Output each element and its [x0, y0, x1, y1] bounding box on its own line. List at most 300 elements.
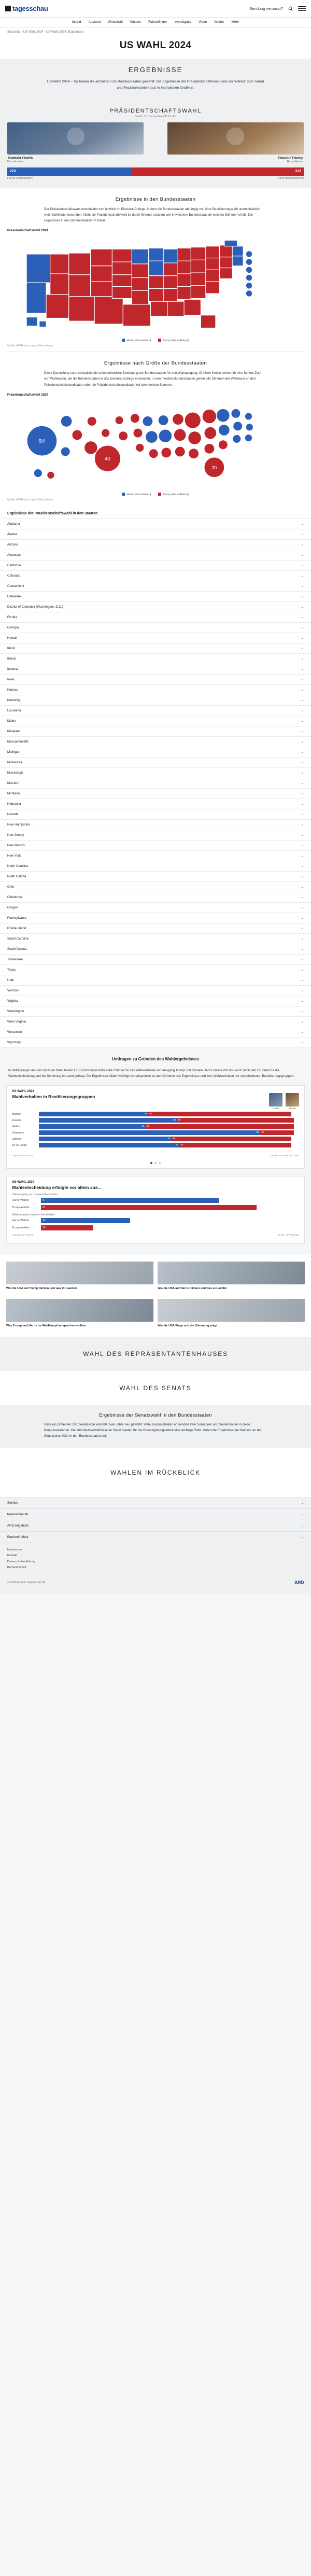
state-label: Wyoming — [7, 1040, 21, 1044]
nav-item-investigativ[interactable]: Investigativ — [174, 20, 191, 24]
state-row-texas[interactable] — [0, 965, 311, 975]
row-label: Trump-Wähler — [12, 1206, 30, 1210]
footer-accordion-label: ARD Angebote — [7, 1524, 29, 1528]
poll-card-2-section-2: Ablehnung des anderen Kandidaten — [12, 1213, 55, 1217]
presidential-hero — [0, 101, 311, 188]
state-label: Wisconsin — [7, 1030, 22, 1034]
state-label: South Dakota — [7, 947, 27, 951]
poll-source-note: Quelle: AP VoteCast — [277, 1234, 299, 1237]
electoral-bar — [7, 167, 304, 176]
senate-states-body: Etwa ein Drittel der 100 Senatssitze wird alle zwei Jahre neu gewählt. Viele Bundesstaaten entsenden zwei Senatoren und Senatorinnen in diese Kongresskammer. Die Mehrheitsverhältnisse im Senat spielen für die Gesetzgebungsarbeit eine wichtige Rolle. Unten die Ergebnisse der Wahlen um die Senatssitze 2024 in den Bundesstaaten auf. — [44, 1422, 262, 1438]
poll-group-row — [12, 1124, 299, 1129]
breadcrumb-item-2: US-Wahl 2024: Ergebnisse — [46, 31, 83, 34]
harris-name: Kamala Harris — [8, 156, 33, 160]
state-row-tennessee[interactable] — [0, 955, 311, 965]
cartogram-section — [0, 352, 311, 505]
chevron-down-icon: ⌄ — [301, 875, 304, 879]
group-rep-value: 45 — [177, 1118, 294, 1123]
state-row-nevada[interactable] — [0, 809, 311, 820]
chevron-down-icon: ⌄ — [301, 999, 304, 1003]
chevron-down-icon: ⌄ — [301, 688, 304, 692]
row-label: Harris-Wähler — [12, 1199, 30, 1202]
state-label: Hawaii — [7, 636, 17, 640]
polls-intro: In Befragungen am und nach der Wahl haben US-Forschungsinstitute die Gründe für das Wahlverhalten am Ausgang Trump und Kamala Harris untersucht und auch nach den Gründen für die Wahlentscheidung und die Stimmung im Land gefragt. Die Ergebnisse bilden wichtige Anhaltspunkte zu den Gründen des Ergebnisses und zum Wahlverhalten der verschiedenen Bevölkerungsgruppen. — [8, 1068, 294, 1078]
presidential-title: PRÄSIDENTSCHAFTSWAHL — [109, 107, 202, 114]
footer-link-barrierefreiheit[interactable]: Barrierefreiheit — [7, 1565, 26, 1569]
state-row-south-dakota[interactable] — [0, 944, 311, 955]
poll-motivation-row — [12, 1198, 299, 1203]
topbar-right — [249, 6, 306, 11]
chevron-down-icon: ⌄ — [301, 1010, 304, 1014]
state-row-georgia[interactable] — [0, 623, 311, 633]
teaser-title: Was Trump und Harris im Wahlkampf versprachen wollten — [6, 1324, 87, 1328]
row-label: Trump-Wähler — [12, 1226, 30, 1230]
state-label: Kansas — [7, 688, 18, 692]
state-label: Maryland — [7, 729, 21, 733]
search-icon[interactable] — [288, 6, 293, 11]
row-value: 81 — [41, 1205, 257, 1210]
teaser-thumbnail — [158, 1299, 305, 1322]
poll-card-1-title: Wahlverhalten in Bevölkerungsgruppen — [12, 1094, 95, 1100]
chevron-down-icon: ⌄ — [301, 947, 304, 951]
poll-motivation-row — [12, 1205, 299, 1210]
footer — [0, 1497, 311, 1593]
ard-logo: ARD — [294, 1580, 304, 1586]
state-row-illinois[interactable] — [0, 654, 311, 664]
footer-links — [0, 1543, 311, 1575]
electoral-bar-legend — [7, 177, 304, 180]
cartogram-legend-rep: Trump (Republikaner) — [158, 493, 189, 496]
state-row-new-york[interactable] — [0, 851, 311, 861]
chevron-down-icon: ⌄ — [301, 698, 304, 703]
footer-link-impressum[interactable]: Impressum — [7, 1548, 22, 1552]
cartogram-legend-dem: Harris (Demokraten) — [122, 493, 151, 496]
cartogram-source-note: Quelle: AP/Reuters, eigene Berechnung — [7, 498, 53, 501]
chevron-down-icon: ⌄ — [301, 771, 304, 775]
teaser-thumbnail — [6, 1262, 153, 1284]
state-row-florida[interactable] — [0, 612, 311, 623]
chevron-down-icon: ⌄ — [301, 968, 304, 972]
state-row-idaho[interactable] — [0, 643, 311, 654]
nav-item-faktenfinder[interactable]: Faktenfinder — [148, 20, 167, 24]
group-label: Latinos — [12, 1137, 21, 1141]
footer-accordion-tagesschau[interactable] — [0, 1509, 311, 1520]
state-label: New Jersey — [7, 833, 24, 837]
state-row-nebraska[interactable] — [0, 799, 311, 809]
chevron-down-icon: ⌄ — [301, 533, 304, 537]
chevron-down-icon: ⌄ — [301, 823, 304, 827]
map-legend — [7, 339, 304, 342]
state-label: Nevada — [7, 812, 19, 816]
chevron-down-icon: ⌄ — [301, 927, 304, 931]
map-legend-rep: Trump (Republikaner) — [158, 339, 189, 342]
footer-link-kontakt[interactable]: Kontakt — [7, 1554, 17, 1558]
states-accordion-list — [0, 519, 311, 1048]
row-value: 19 — [41, 1225, 93, 1230]
chevron-down-icon: ⌄ — [301, 709, 304, 713]
top-bar — [0, 0, 311, 18]
trump-name: Donald Trump — [278, 156, 303, 160]
results-section — [0, 59, 311, 101]
footer-accordion-service[interactable] — [0, 1497, 311, 1509]
group-rep-value: 55 — [148, 1112, 291, 1116]
chevron-down-icon: ⌄ — [301, 1020, 304, 1024]
svg-text:54: 54 — [39, 438, 45, 444]
state-row-west-virginia[interactable] — [0, 1017, 311, 1027]
group-rep-value: 46 — [172, 1137, 291, 1141]
group-rep-value: 13 — [260, 1130, 294, 1135]
state-label: Indiana — [7, 667, 18, 671]
chevron-down-icon: ⌄ — [301, 605, 304, 609]
candidate-harris — [7, 122, 144, 163]
legend-dem: Harris (Demokraten) — [7, 176, 33, 180]
state-label: Rhode Island — [7, 926, 26, 930]
poll-card-1-kicker: US-WAHL 2024 — [12, 1090, 34, 1094]
state-label: Pennsylvania — [7, 916, 26, 920]
state-label: New Hampshire — [7, 822, 31, 827]
teaser-row-1 — [0, 1255, 311, 1299]
senate-states-section — [0, 1405, 311, 1448]
state-label: Connecticut — [7, 584, 24, 588]
chevron-down-icon: ⌄ — [301, 1501, 304, 1505]
footer-link-datenschutz[interactable]: Datenschutzerklärung — [7, 1560, 36, 1563]
nav-item-wetter[interactable]: Wetter — [214, 20, 224, 24]
teaser-row-2 — [0, 1299, 311, 1336]
row-label: Harris-Wähler — [12, 1219, 30, 1223]
poll-group-row — [12, 1112, 299, 1116]
state-label: Idaho — [7, 646, 16, 650]
poll-motivation-row — [12, 1225, 299, 1230]
breadcrumb-item-0[interactable]: Startseite › — [7, 31, 23, 34]
footer-accordion-label: tagesschau.de — [7, 1513, 29, 1517]
poll-card-2-footer — [12, 1233, 299, 1239]
state-row-louisiana[interactable] — [0, 706, 311, 716]
chevron-down-icon: ⌄ — [301, 584, 304, 589]
state-row-mississippi[interactable] — [0, 768, 311, 778]
chevron-down-icon: ⌄ — [301, 978, 304, 983]
state-row-california[interactable] — [0, 561, 311, 571]
chevron-down-icon: ⌄ — [301, 854, 304, 858]
teaser-card[interactable] — [158, 1262, 305, 1291]
state-row-alabama[interactable] — [0, 519, 311, 529]
state-label: Iowa — [7, 677, 15, 681]
state-label: Tennessee — [7, 957, 23, 961]
svg-text:40: 40 — [105, 456, 110, 462]
state-row-new-hampshire[interactable] — [0, 820, 311, 830]
page-title: US WAHL 2024 — [119, 40, 192, 51]
chevron-down-icon: ⌄ — [301, 636, 304, 640]
group-rep-value: 43 — [179, 1143, 291, 1147]
house-section-band: WAHL DES REPRÄSENTANTENHAUSES — [0, 1337, 311, 1371]
poll-unit-note: Angaben in Prozent — [12, 1154, 33, 1157]
group-dem-value: 41 — [39, 1124, 146, 1129]
state-row-north-dakota[interactable] — [0, 872, 311, 882]
state-row-delaware[interactable] — [0, 592, 311, 602]
state-row-kentucky[interactable] — [0, 695, 311, 706]
nav-item-video[interactable]: Video — [198, 20, 207, 24]
state-label: Missouri — [7, 781, 20, 785]
group-label: Weiße — [12, 1125, 20, 1128]
chevron-down-icon: ⌄ — [301, 522, 304, 526]
state-label: New Mexico — [7, 843, 25, 847]
poll-card-2-section-1: Überzeugung von meinem Kandidaten — [12, 1193, 58, 1197]
group-dem-value: 53 — [39, 1118, 177, 1123]
states-results-section — [0, 506, 311, 1048]
nav-item-inland[interactable]: Inland — [72, 20, 81, 24]
chevron-down-icon: ⌄ — [301, 740, 304, 744]
states-accordion-title: Ergebnisse der Präsidentschaftswahl in den Staaten — [7, 511, 98, 515]
chevron-down-icon: ⌄ — [301, 916, 304, 920]
state-row-wyoming[interactable] — [0, 1038, 311, 1048]
harris-party: Demokraten — [7, 160, 23, 163]
state-label: Louisiana — [7, 708, 21, 712]
state-row-colorado[interactable] — [0, 571, 311, 581]
chevron-down-icon: ⌄ — [301, 564, 304, 568]
state-row-minnesota[interactable] — [0, 758, 311, 768]
state-row-south-carolina[interactable] — [0, 934, 311, 944]
state-row-rhode-island[interactable] — [0, 923, 311, 934]
copyright: © ARD-aktuell / tagesschau.de — [7, 1581, 46, 1585]
map-legend-dem: Harris (Demokraten) — [122, 339, 151, 342]
state-row-arkansas[interactable] — [0, 550, 311, 561]
row-value: 33 — [41, 1218, 130, 1223]
footer-accordion-label: Barrierefreiheit — [7, 1535, 29, 1539]
cartogram-sublabel: Präsidentschaftswahl 2024 — [7, 393, 49, 397]
poll-unit-note: Angaben in Prozent — [12, 1234, 33, 1237]
state-label: Minnesota — [7, 760, 22, 764]
state-label: Vermont — [7, 988, 20, 992]
hamburger-icon[interactable] — [298, 6, 306, 11]
group-dem-value: 42 — [39, 1112, 148, 1116]
chevron-down-icon: ⌄ — [301, 1524, 304, 1528]
state-label: Virginia — [7, 999, 18, 1003]
group-label: Frauen — [12, 1118, 21, 1122]
state-label: Massachusetts — [7, 739, 29, 744]
poll-group-row — [12, 1143, 299, 1147]
state-label: District of Columbia (Washington, D.C.) — [7, 605, 63, 609]
chevron-down-icon: ⌄ — [301, 626, 304, 630]
state-label: Kentucky — [7, 698, 21, 702]
poll-source-note: Quelle: AP VoteCast / NEP — [271, 1154, 299, 1157]
state-label: California — [7, 563, 21, 567]
state-label: Maine — [7, 719, 16, 723]
logo-mark — [5, 6, 11, 11]
chevron-down-icon: ⌄ — [301, 719, 304, 723]
footer-accordion-accessibility[interactable] — [0, 1532, 311, 1543]
state-row-montana[interactable] — [0, 789, 311, 799]
breadcrumb — [0, 27, 311, 35]
state-row-wisconsin[interactable] — [0, 1027, 311, 1038]
state-row-michigan[interactable] — [0, 747, 311, 758]
state-row-maine[interactable] — [0, 716, 311, 726]
results-lead: US-Wahl 2024 – So haben die einzelnen US-Bundesstaaten gewählt: Die Ergebnisse der Präsidentschaftswahl und der Wahlen zum Senat und Repräsentantenhaus in interaktiven Grafiken. — [47, 80, 264, 90]
nav-item-wissen[interactable]: Wissen — [130, 20, 142, 24]
state-row-maryland[interactable] — [0, 726, 311, 737]
poll-group-row — [12, 1118, 299, 1123]
electoral-bar-rep: 312 — [132, 167, 304, 176]
state-row-massachusetts[interactable] — [0, 737, 311, 747]
chevron-down-icon: ⌄ — [301, 750, 304, 754]
group-label: 18-29 Jahre — [12, 1143, 27, 1147]
chevron-down-icon: ⌄ — [301, 833, 304, 837]
chevron-down-icon: ⌄ — [301, 813, 304, 817]
state-label: Mississippi — [7, 771, 23, 775]
state-label: Montana — [7, 791, 20, 795]
cartogram-title: Ergebnisse nach Größe der Bundesstaaten — [104, 360, 207, 367]
teaser-card[interactable] — [6, 1262, 153, 1291]
chevron-down-icon: ⌄ — [301, 657, 304, 661]
nav-item-ausland[interactable]: Ausland — [88, 20, 101, 24]
chevron-down-icon: ⌄ — [301, 989, 304, 993]
state-row-virginia[interactable] — [0, 996, 311, 1006]
state-label: Arkansas — [7, 553, 21, 557]
state-row-washington[interactable] — [0, 1006, 311, 1017]
chevron-down-icon: ⌄ — [301, 730, 304, 734]
poll-card-1-footer — [7, 1153, 304, 1160]
poll-group-row — [12, 1130, 299, 1135]
carousel-dots[interactable] — [7, 1160, 304, 1168]
candidate-trump — [167, 122, 304, 163]
chevron-down-icon: ⌄ — [301, 864, 304, 869]
trump-party: Republikaner — [287, 160, 304, 163]
group-dem-value: 51 — [39, 1137, 172, 1141]
chevron-down-icon: ⌄ — [301, 781, 304, 786]
chevron-down-icon: ⌄ — [301, 678, 304, 682]
state-row-dc[interactable] — [0, 602, 311, 612]
chevron-down-icon: ⌄ — [301, 615, 304, 620]
footer-bottom — [0, 1575, 311, 1593]
state-row-connecticut[interactable] — [0, 581, 311, 592]
group-dem-value: 85 — [39, 1130, 260, 1135]
breadcrumb-item-1[interactable]: US-Wahl 2024 › — [23, 31, 46, 34]
state-row-alaska[interactable] — [0, 529, 311, 540]
us-choropleth-map[interactable] — [7, 234, 304, 333]
state-label: Delaware — [7, 594, 21, 598]
group-label: Schwarze — [12, 1131, 24, 1135]
group-label: Männer — [12, 1112, 22, 1116]
teaser-thumbnail — [158, 1262, 305, 1284]
state-label: North Dakota — [7, 874, 26, 878]
teaser-card[interactable] — [158, 1299, 305, 1328]
state-map-title: Ergebnisse in den Bundesstaaten — [115, 196, 196, 202]
state-row-utah[interactable] — [0, 975, 311, 986]
state-label: Utah — [7, 978, 15, 982]
logo-text: tagesschau — [12, 5, 48, 12]
state-row-iowa[interactable] — [0, 675, 311, 685]
state-row-arizona[interactable] — [0, 540, 311, 550]
trump-photo — [167, 122, 304, 155]
state-label: Illinois — [7, 656, 17, 661]
chevron-down-icon: ⌄ — [301, 844, 304, 848]
state-row-pennsylvania[interactable] — [0, 913, 311, 923]
state-label: Florida — [7, 615, 17, 619]
poll-card-2-title: Wahlentscheidung erfolgte vor allem aus... — [12, 1185, 102, 1191]
cartogram-legend — [7, 493, 304, 496]
poll-card-groups — [6, 1085, 305, 1169]
poll-card-2-kicker: US-WAHL 2024 — [12, 1181, 34, 1184]
state-label: Nebraska — [7, 802, 21, 806]
teaser-card[interactable] — [6, 1299, 153, 1328]
cartogram-body: Diese Darstellung veranschaulicht die unterschiedliche Bedeutung der Bundesstaaten für den Wahlausgang: Größere Kreise stehen für eine höhere Zahl von Wahlleuten, die die Bundesstaaten in das Electoral College entsenden. In den meisten Bundesstaaten gehen alle Stimmen der Wahlleute an den Präsidentschaftskandidaten oder die Präsidentschaftskandidatin mit den meisten Stimmen. — [44, 371, 261, 387]
state-label: South Carolina — [7, 936, 29, 941]
state-label: North Carolina — [7, 864, 28, 868]
poll-group-row — [12, 1137, 299, 1141]
senate-states-title: Ergebnisse der Senatswahl in den Bundesstaaten — [99, 1412, 212, 1418]
state-row-new-mexico[interactable] — [0, 841, 311, 851]
harris-photo — [7, 122, 144, 155]
state-row-oregon[interactable] — [0, 903, 311, 913]
state-label: Texas — [7, 968, 16, 972]
chevron-down-icon: ⌄ — [301, 667, 304, 671]
state-map-sublabel: Präsidentschaftswahl 2024 — [7, 229, 49, 233]
state-label: Michigan — [7, 750, 20, 754]
state-row-hawaii[interactable] — [0, 633, 311, 643]
us-bubble-cartogram[interactable] — [7, 399, 304, 487]
group-dem-value: 54 — [39, 1143, 179, 1147]
teaser-title: Wie die USA auf Harris blicken und was sie wählte — [158, 1287, 227, 1291]
state-row-vermont[interactable] — [0, 986, 311, 996]
chevron-down-icon: ⌄ — [301, 1535, 304, 1539]
state-label: Arizona — [7, 542, 18, 547]
state-label: Alaska — [7, 532, 17, 536]
chevron-down-icon: ⌄ — [301, 792, 304, 796]
sendung-verpasst-link[interactable]: Sendung verpasst? — [249, 6, 283, 11]
footer-accordion-ard[interactable] — [0, 1520, 311, 1532]
map-source-note: Quelle: AP/Reuters, eigene Berechnung — [7, 344, 53, 348]
chevron-down-icon: ⌄ — [301, 937, 304, 941]
chevron-down-icon: ⌄ — [301, 802, 304, 806]
presidential-subtitle: Stand: 13. Dezember, 08:15 Uhr — [134, 115, 177, 118]
chevron-down-icon: ⌄ — [301, 553, 304, 557]
chevron-down-icon: ⌄ — [301, 895, 304, 900]
chevron-down-icon: ⌄ — [301, 761, 304, 765]
state-row-north-carolina[interactable] — [0, 861, 311, 872]
state-row-missouri[interactable] — [0, 778, 311, 789]
state-row-kansas[interactable] — [0, 685, 311, 695]
polls-section — [0, 1048, 311, 1255]
legend-rep: Trump (Republikaner) — [276, 176, 304, 180]
teaser-thumbnail — [6, 1299, 153, 1322]
chevron-down-icon: ⌄ — [301, 574, 304, 578]
poll-face-harris: Harris — [269, 1093, 282, 1110]
chevron-down-icon: ⌄ — [301, 1041, 304, 1045]
chevron-down-icon: ⌄ — [301, 595, 304, 599]
state-label: Colorado — [7, 573, 21, 578]
nav-item-mehr[interactable]: Mehr — [231, 20, 239, 24]
senate-section-band: WAHL DES SENATS — [0, 1371, 311, 1405]
state-label: West Virginia — [7, 1019, 26, 1024]
state-map-section — [0, 188, 311, 352]
chevron-down-icon: ⌄ — [301, 1030, 304, 1034]
tagesschau-logo[interactable] — [5, 5, 48, 12]
group-rep-value: 57 — [146, 1124, 294, 1129]
footer-accordion-label: Service — [7, 1501, 18, 1505]
polls-heading: Umfragen zu Gründen des Wahlergebnisses — [112, 1056, 199, 1061]
state-row-oklahoma[interactable] — [0, 892, 311, 903]
chevron-down-icon: ⌄ — [301, 906, 304, 910]
state-row-indiana[interactable] — [0, 664, 311, 675]
state-row-ohio[interactable] — [0, 882, 311, 892]
chevron-down-icon: ⌄ — [301, 958, 304, 962]
state-label: Oklahoma — [7, 895, 22, 899]
teaser-title: Wie die USA auf Trump blicken und was ihn wartete — [6, 1287, 78, 1291]
results-heading: ERGEBNISSE — [128, 66, 183, 74]
svg-text:30: 30 — [211, 465, 217, 470]
retro-section-band: WAHLEN IM RÜCKBLICK — [0, 1448, 311, 1497]
state-label: Washington — [7, 1009, 24, 1013]
nav-item-wirtschaft[interactable]: Wirtschaft — [107, 20, 123, 24]
state-row-new-jersey[interactable] — [0, 830, 311, 841]
